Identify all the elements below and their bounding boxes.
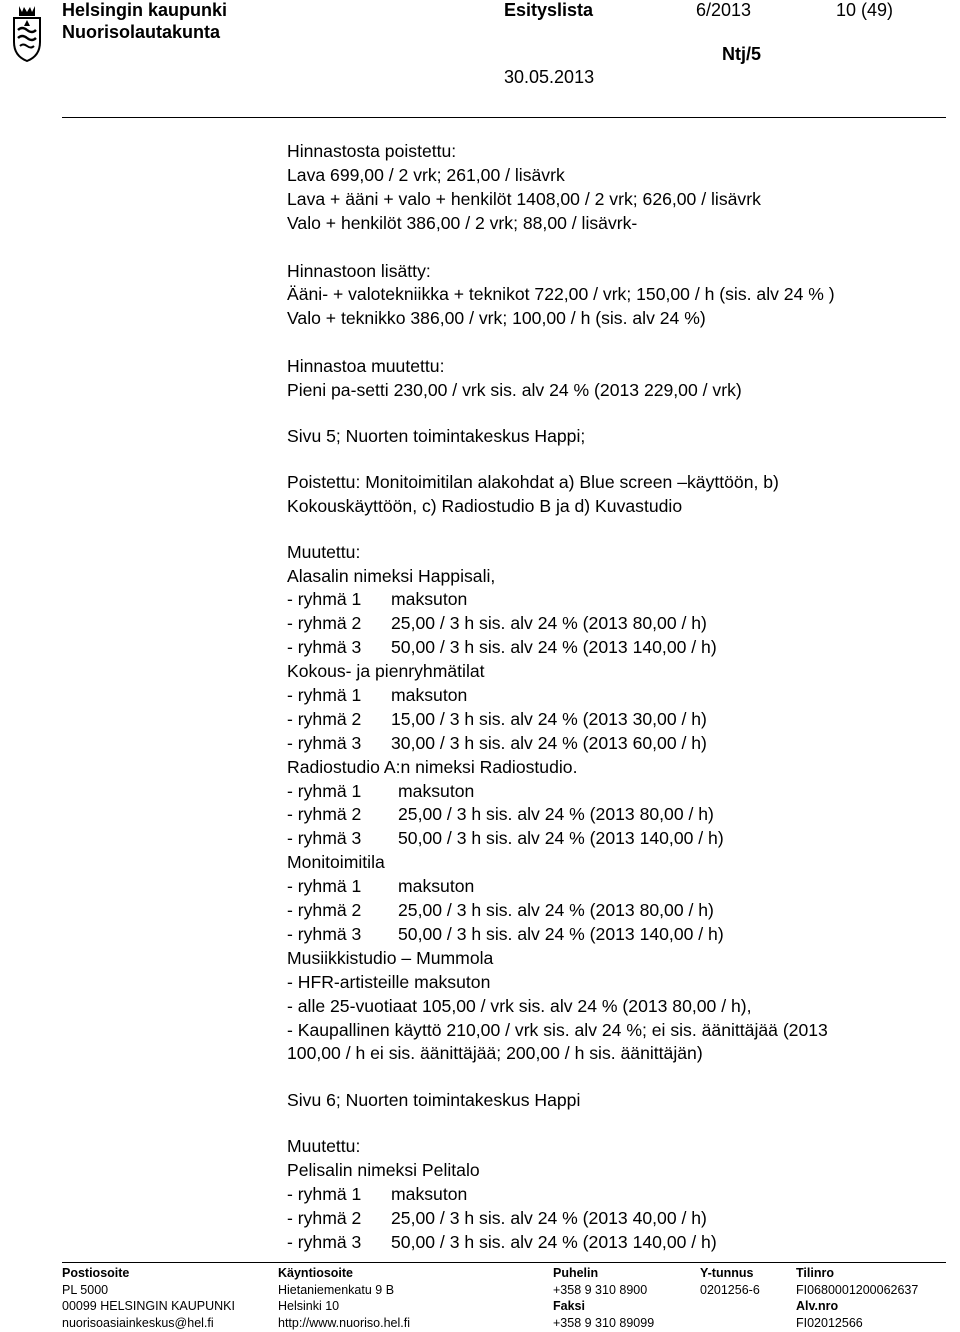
price-text: 50,00 / 3 h sis. alv 24 % (2013 140,00 / h) [398, 923, 724, 944]
body-line: Ääni- + valotekniikka + teknikot 722,00 / vrk; 150,00 / h (sis. alv 24 % ) [287, 284, 835, 305]
price-row [287, 827, 937, 851]
footer-value: 00099 HELSINGIN KAUPUNKI [62, 1299, 235, 1313]
group-title: Radiostudio A:n nimeksi Radiostudio. [287, 756, 578, 777]
document-type: Esityslista [504, 0, 594, 20]
group-label: - ryhmä 3 [287, 923, 362, 944]
price-row [287, 875, 937, 899]
footer-label: Alv.nro [796, 1299, 839, 1313]
price-text: 15,00 / 3 h sis. alv 24 % (2013 30,00 / h) [391, 708, 707, 729]
body-line: Valo + henkilöt 386,00 / 2 vrk; 88,00 / lisävrk- [287, 212, 638, 233]
org-name: Helsingin kaupunki [62, 0, 228, 20]
group-label: - ryhmä 2 [287, 613, 362, 634]
footer-phone [553, 1265, 654, 1331]
footer-postal [62, 1265, 235, 1331]
meeting-date: 30.05.2013 [504, 67, 595, 87]
footer-label: Faksi [553, 1299, 585, 1313]
group-title: Kokous- ja pienryhmätilat [287, 661, 485, 682]
price-text: 25,00 / 3 h sis. alv 24 % (2013 80,00 / h) [391, 613, 707, 634]
price-row [287, 708, 937, 732]
footer-value: Hietaniemenkatu 9 B [278, 1282, 395, 1297]
price-row [287, 899, 937, 923]
price-text: 25,00 / 3 h sis. alv 24 % (2013 40,00 / h) [391, 1207, 707, 1228]
group-title: Monitoimitila [287, 852, 385, 873]
group-label: - ryhmä 1 [287, 780, 362, 801]
changed-label: Muutettu: [287, 1136, 361, 1157]
body-line: Pieni pa-setti 230,00 / vrk sis. alv 24 % (2013 229,00 / vrk) [287, 380, 742, 401]
group-label: - ryhmä 2 [287, 708, 362, 729]
sivu5-heading: Sivu 5; Nuorten toimintakeskus Happi; [287, 426, 586, 447]
price-text: maksuton [391, 589, 468, 610]
body-line: Poistettu: Monitoimitilan alakohdat a) Blue screen –käyttöön, b) [287, 471, 779, 492]
body-line: Valo + teknikko 386,00 / vrk; 100,00 / h (sis. alv 24 %) [287, 308, 706, 329]
price-text: 50,00 / 3 h sis. alv 24 % (2013 140,00 / h) [391, 637, 717, 658]
document-body [287, 140, 937, 1255]
price-text: 50,00 / 3 h sis. alv 24 % (2013 140,00 / h) [398, 828, 724, 849]
footer-value: +358 9 310 8900 [553, 1282, 648, 1297]
group-label: - ryhmä 1 [287, 685, 362, 706]
group-label: - ryhmä 1 [287, 1183, 362, 1204]
price-text: maksuton [398, 780, 475, 801]
section-title: Hinnastoa muutettu: [287, 356, 445, 377]
footer-value: +358 9 310 89099 [553, 1315, 655, 1330]
group-label: - ryhmä 1 [287, 876, 362, 897]
price-text: maksuton [391, 1183, 468, 1204]
agenda-item: Ntj/5 [722, 44, 762, 64]
footer-label: Käyntiosoite [278, 1266, 354, 1280]
section-title: Hinnastosta poistettu: [287, 141, 457, 161]
group-label: - ryhmä 2 [287, 1207, 362, 1228]
price-row [287, 612, 937, 636]
footer-label: Postiosoite [62, 1266, 130, 1280]
footer-value: FI02012566 [796, 1315, 863, 1330]
body-line: 100,00 / h ei sis. äänittäjää; 200,00 / h sis. äänittäjän) [287, 1043, 703, 1064]
footer-label: Y-tunnus [700, 1266, 754, 1280]
body-line: Lava 699,00 / 2 vrk; 261,00 / lisävrk [287, 164, 565, 185]
sivu6-heading: Sivu 6; Nuorten toimintakeskus Happi [287, 1090, 581, 1111]
footer-business-id [700, 1265, 760, 1298]
body-line: Lava + ääni + valo + henkilöt 1408,00 / 2 vrk; 626,00 / lisävrk [287, 188, 761, 209]
group-label: - ryhmä 3 [287, 1231, 362, 1252]
price-row [287, 732, 937, 756]
issue-number: 6/2013 [696, 0, 752, 20]
price-text: maksuton [398, 876, 475, 897]
footer-value: PL 5000 [62, 1282, 109, 1297]
price-row [287, 1231, 937, 1255]
price-row [287, 1183, 937, 1207]
footer-divider [62, 1262, 946, 1263]
body-line: - alle 25-vuotiaat 105,00 / vrk sis. alv 24 % (2013 80,00 / h), [287, 995, 752, 1016]
body-line: - Kaupallinen käyttö 210,00 / vrk sis. alv 24 %; ei sis. äänittäjää (2013 [287, 1019, 828, 1040]
unit-name: Nuorisolautakunta [62, 22, 221, 42]
section-title: Hinnastoon lisätty: [287, 260, 431, 281]
group-label: - ryhmä 1 [287, 589, 362, 610]
price-text: 50,00 / 3 h sis. alv 24 % (2013 140,00 / h) [391, 1231, 717, 1252]
price-row [287, 923, 937, 947]
footer-label: Puhelin [553, 1266, 599, 1280]
price-row [287, 636, 937, 660]
coat-of-arms-logo [12, 4, 42, 62]
price-text: 25,00 / 3 h sis. alv 24 % (2013 80,00 / h) [398, 900, 714, 921]
footer-value: FI0680001200062637 [796, 1282, 919, 1297]
group-title: Pelisalin nimeksi Pelitalo [287, 1160, 480, 1181]
footer-account [796, 1265, 918, 1331]
price-text: 25,00 / 3 h sis. alv 24 % (2013 80,00 / h) [398, 804, 714, 825]
price-row [287, 684, 937, 708]
price-text: 30,00 / 3 h sis. alv 24 % (2013 60,00 / h) [391, 732, 707, 753]
footer-email[interactable]: nuorisoasiainkeskus@hel.fi [62, 1315, 214, 1330]
changed-label: Muutettu: [287, 541, 361, 562]
footer-value: 0201256-6 [700, 1282, 760, 1297]
group-label: - ryhmä 3 [287, 732, 362, 753]
footer-label: Tilinro [796, 1266, 834, 1280]
price-row [287, 803, 937, 827]
body-line: - HFR-artisteille maksuton [287, 971, 491, 992]
body-line: Kokouskäyttöön, c) Radiostudio B ja d) Kuvastudio [287, 495, 683, 516]
footer-value: Helsinki 10 [278, 1299, 340, 1313]
group-title: Alasalin nimeksi Happisali, [287, 565, 496, 586]
group-label: - ryhmä 2 [287, 804, 362, 825]
price-row [287, 1207, 937, 1231]
price-row [287, 588, 937, 612]
group-label: - ryhmä 3 [287, 828, 362, 849]
group-label: - ryhmä 2 [287, 900, 362, 921]
header-divider [62, 117, 946, 118]
group-title: Musiikkistudio – Mummola [287, 947, 494, 968]
footer-website-link[interactable]: http://www.nuoriso.hel.fi [278, 1315, 411, 1330]
page-number: 10 (49) [836, 0, 894, 20]
footer-visiting [278, 1265, 410, 1331]
price-text: maksuton [391, 685, 468, 706]
group-label: - ryhmä 3 [287, 637, 362, 658]
price-row [287, 780, 937, 804]
